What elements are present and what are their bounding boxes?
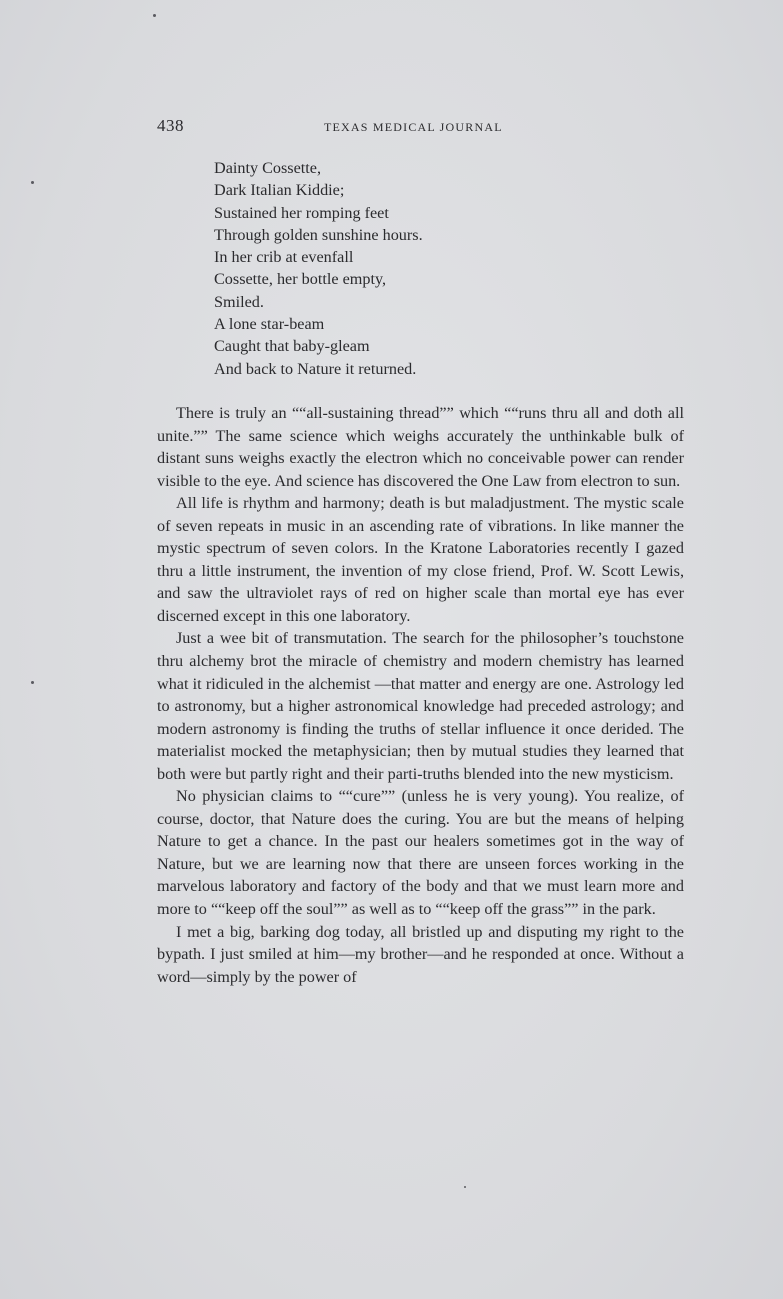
scan-speck [464, 1186, 466, 1188]
scan-speck [31, 681, 34, 684]
poem-line: And back to Nature it returned. [214, 359, 417, 378]
paragraph: There is truly an ““all-sustaining thread”” which ““runs thru all and doth all unite.”” The same science which weighs accurately the unthinkable bulk of distant suns weighs exactly the electron which no conceivable power can render visible to the eye. And science has discovered the One Law from electron to sun. [157, 404, 684, 490]
poem-line: Dark Italian Kiddie; [214, 181, 345, 200]
paragraph: I met a big, barking dog today, all bristled up and disputing my right to the bypath. I just smiled at him—my brother—and he responded at once. Without a word—simply by the power of [157, 922, 684, 986]
poem-line: Cossette, her bottle empty, [214, 270, 387, 289]
poem-line: In her crib at evenfall [214, 248, 354, 267]
page-number: 438 [157, 116, 184, 135]
poem-line: Sustained her romping feet [214, 203, 389, 222]
article-body [157, 402, 684, 988]
poem-line: Dainty Cossette, [214, 159, 322, 177]
scan-speck [153, 14, 156, 17]
poem-line: Smiled. [214, 292, 264, 311]
paragraph: No physician claims to ““cure”” (unless he is very young). You realize, of course, doctor, that Nature does the curing. You are but the means of helping Nature to get a chance. In the past our healers sometimes got in the way of Nature, but we are learning now that there are unseen forces working in the marvelous laboratory and factory of the body and that we must learn more and more to ““keep off the soul”” as well as to ““keep off the grass”” in the park. [157, 787, 684, 919]
poem-line: Through golden sunshine hours. [214, 225, 423, 244]
paragraph: Just a wee bit of transmutation. The search for the philosopher’s touchstone thru alchemy brot the miracle of chemistry and modern chemistry has learned what it ridiculed in the alchemist —that matter and energy are one. Astrology led to astronomy, but a higher astronomical knowledge had preceded astrology; and modern astronomy is finding the truths of stellar influence it once derided. The materialist mocked the metaphysician; then by mutual studies they learned that both were but partly right and their parti-truths blended into the new mysticism. [157, 629, 684, 783]
page-header [157, 116, 687, 140]
paragraph: All life is rhythm and harmony; death is but maladjustment. The mystic scale of seven repeats in music in an ascending rate of vibrations. In like manner the mystic spectrum of seven colors. In the Kratone Laboratories recently I gazed thru a little instrument, the invention of my close friend, Prof. W. Scott Lewis, and saw the ultraviolet rays of red on higher scale than mortal eye has ever discerned except in this one laboratory. [157, 494, 684, 625]
poem-line: Caught that baby-gleam [214, 337, 370, 356]
journal-title: TEXAS MEDICAL JOURNAL [324, 120, 503, 134]
scan-speck [31, 181, 34, 184]
poem [214, 157, 423, 380]
poem-line: A lone star-beam [214, 315, 325, 334]
